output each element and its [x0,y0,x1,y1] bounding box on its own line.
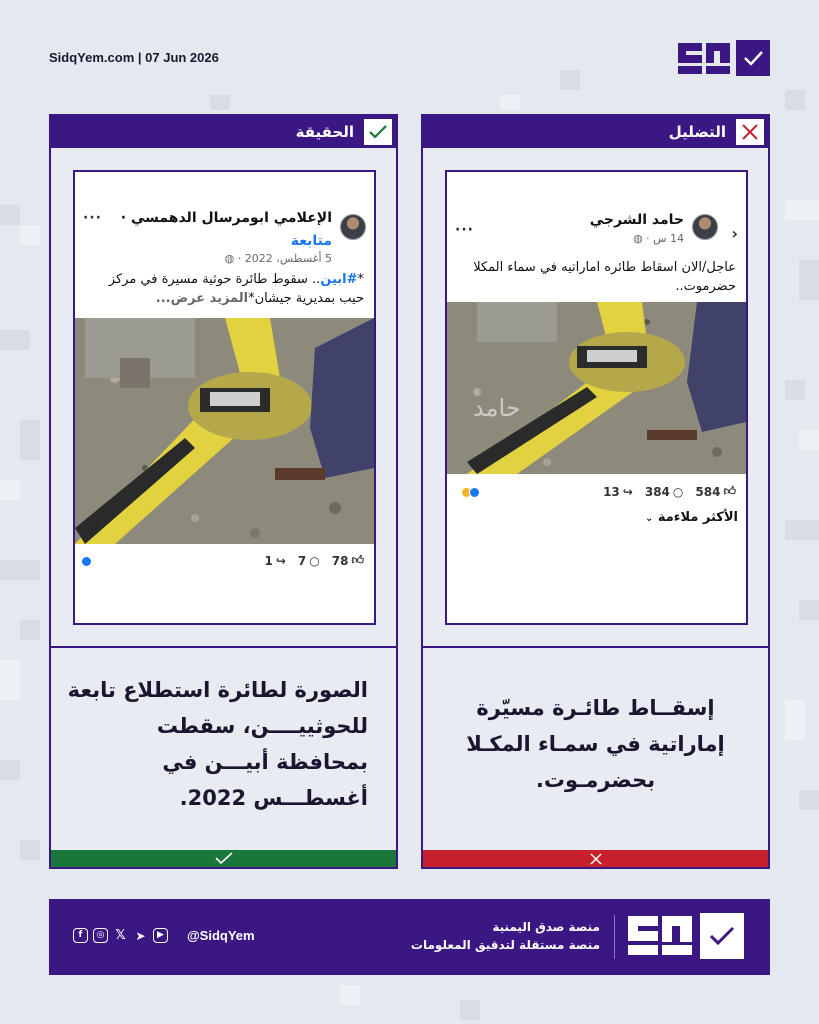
misleading-post-card [445,170,748,625]
post-text: *#ابين.. سقوط طائرة حوثية مسيرة في مركز حيب بمديرية جيشان*المزيد عرض... [108,272,364,306]
reaction-icons[interactable] [461,487,480,498]
post-date: 5 أغسطس، 2022 · ◍ [224,252,332,265]
share-icon: ↪ [622,484,633,499]
check-icon [364,119,392,145]
cross-icon [589,852,603,866]
telegram-icon[interactable]: ➤ [135,928,146,943]
author-avatar[interactable] [340,214,366,240]
chevron-down-icon: ⌄ [644,513,654,524]
footer-line-1: منصة صدق اليمنية [492,920,600,934]
back-arrow-icon[interactable]: ‹ [731,224,738,243]
cross-icon [736,119,764,145]
footer-tagline [411,918,600,954]
likes-count[interactable]: 584 👍︎ [695,484,736,499]
panel-divider [51,646,396,648]
reaction-icons[interactable] [81,556,92,567]
panel-divider [423,646,768,648]
more-options-icon[interactable]: ··· [83,210,102,226]
facebook-icon[interactable]: f [73,928,88,943]
misleading-footer-bar [423,850,768,867]
comment-sort-dropdown[interactable]: الأكثر ملاءمة ⌄ [644,510,738,525]
youtube-icon[interactable]: ▶ [153,928,168,943]
footer-separator [614,915,615,959]
truth-footer-bar [51,850,396,867]
site-url[interactable]: SidqYem.com [49,50,135,65]
misleading-panel-header [423,116,768,148]
sidqyem-logo [626,913,744,959]
truth-title: الحقيقة [295,123,354,141]
check-icon [214,852,234,865]
like-reaction-icon [469,487,480,498]
post-author[interactable]: الإعلامي ابومرسال الدهمسي · [120,210,332,226]
post-stats [264,553,364,568]
sidqyem-logo [676,40,770,76]
globe-icon: ◍ [632,232,643,245]
post-stats [603,484,736,499]
more-options-icon[interactable]: ··· [455,222,474,238]
globe-icon: ◍ [224,252,235,265]
post-time: 14 س · ◍ [632,232,684,245]
post-author[interactable]: حامد الشرجي [589,212,684,228]
footer-bar [49,899,770,975]
instagram-icon[interactable]: ◎ [93,928,108,943]
comments-count[interactable]: 384 ○ [644,484,684,499]
post-text: عاجل/الان اسقاط طائره اماراتيه في سماء المكلا حضرموت.. [473,260,736,294]
follow-link[interactable]: متابعة [290,233,332,249]
drone-wreck-photo [447,302,746,474]
like-icon: 👍︎ [723,484,736,498]
like-reaction-icon [81,556,92,567]
misleading-panel [421,114,770,869]
comment-icon: ○ [672,484,684,499]
social-icons [73,928,168,943]
truth-post-card [73,170,376,625]
share-icon: ↪ [275,553,286,568]
shares-count[interactable]: 13 ↪ [603,484,633,499]
x-icon[interactable]: 𝕏 [115,928,126,943]
site-date-line [49,50,219,65]
truth-panel [49,114,398,869]
comment-icon: ○ [309,553,320,568]
footer-line-2: منصة مستقلة لتدقيق المعلومات [410,938,600,952]
header-separator: | [137,50,142,65]
header-date: 07 Jun 2026 [145,50,219,65]
misleading-title: التضليل [668,123,726,141]
comments-count[interactable]: 7 ○ [297,553,320,568]
likes-count[interactable]: 78 👍︎ [331,553,364,568]
like-icon: 👍︎ [351,553,364,567]
author-avatar[interactable] [692,214,718,240]
drone-wreck-photo [75,318,374,544]
truth-verdict: الصورة لطائرة استطلاع تابعة للحوثييــــن، سقطت بمحافظة أبيـــن في أغسطـــس 2022. [67,677,368,810]
social-handle[interactable]: @SidqYem [187,928,255,943]
truth-panel-header [51,116,396,148]
see-more-link[interactable]: المزيد عرض... [155,291,249,306]
shares-count[interactable]: 1 ↪ [264,553,286,568]
hashtag-link[interactable]: #ابين [320,272,358,287]
misleading-claim: إسقــاط طائـرة مسيّرة إماراتية في سمـاء المكـلا بحضرمـوت. [466,695,725,792]
photo-watermark: حامد [473,394,521,422]
